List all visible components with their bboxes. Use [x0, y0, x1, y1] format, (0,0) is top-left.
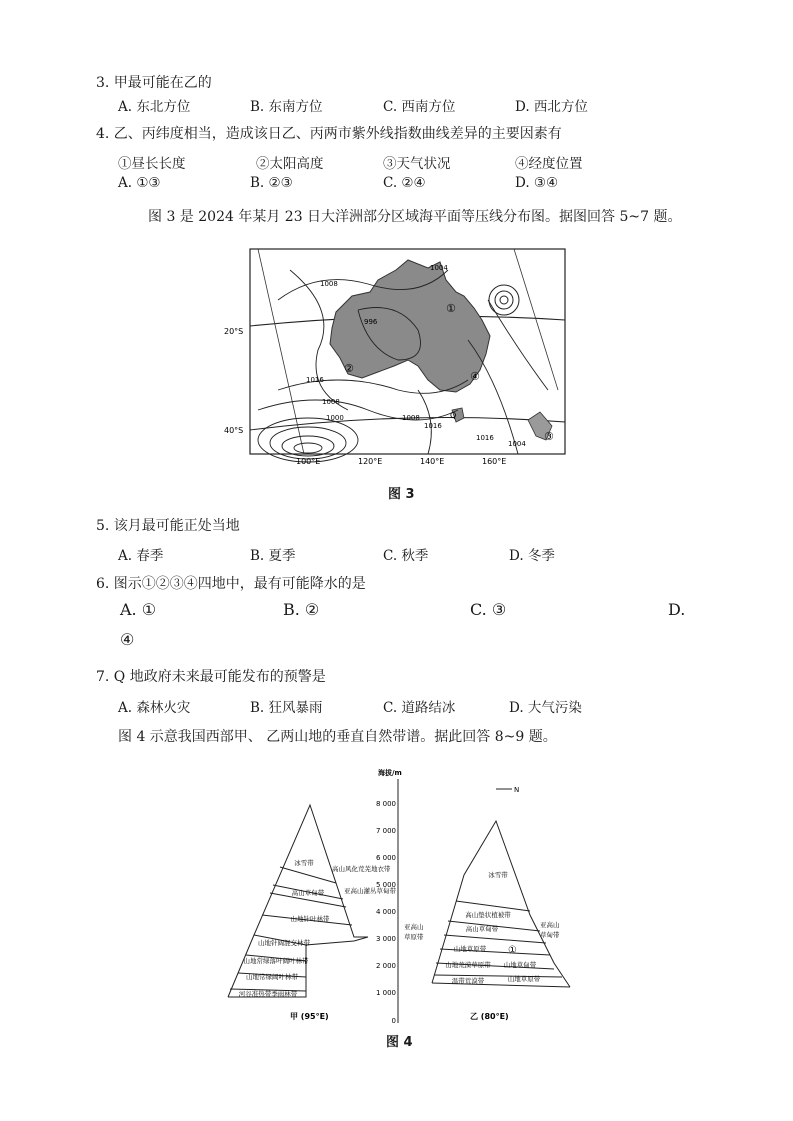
lat-label-20s: 20°S	[224, 327, 244, 336]
zone-label: 冰雪带	[488, 871, 508, 879]
isobar-label: 1000	[326, 414, 344, 422]
zone-label: 山地草原带	[453, 945, 487, 953]
isobar-label: 1004	[508, 440, 526, 448]
axis-tick: 4 000	[375, 908, 396, 916]
isobar-label: 1016	[424, 422, 442, 430]
zone-label: 山地常绿阔叶林带	[246, 973, 298, 981]
zone-label: 高山垫状植被带	[465, 911, 511, 919]
axis-tick: 0	[391, 1017, 396, 1025]
marker-1: ①	[446, 302, 456, 315]
side-label: 草原带	[404, 933, 424, 941]
side-label: 亚高山灌丛草甸带	[344, 887, 396, 895]
q5-stem: 5. 该月最可能正处当地	[96, 518, 240, 534]
lon-label-140e: 140°E	[420, 457, 445, 466]
zone-label: 河谷准热带季雨林带	[238, 990, 298, 998]
figure3-caption: 图 3	[388, 487, 415, 502]
q7-option-b[interactable]: B. 狂风暴雨	[250, 700, 323, 716]
q6-option-d-value: ④	[120, 630, 135, 649]
q7-option-c[interactable]: C. 道路结冰	[383, 700, 456, 716]
q6-option-b[interactable]: B. ②	[283, 600, 320, 619]
isobar-label: 996	[364, 318, 378, 326]
q7-option-a[interactable]: A. 森林火灾	[118, 700, 191, 716]
side-label: 亚高山	[404, 923, 424, 931]
axis-tick: 8 000	[375, 800, 396, 808]
zone-label: 高山草甸带	[291, 889, 325, 897]
q4-option-b[interactable]: B. ②③	[250, 175, 293, 191]
q5-option-c[interactable]: C. 秋季	[383, 548, 429, 564]
q-label: Q	[450, 411, 457, 420]
q6-stem: 6. 图示①②③④四地中，最有可能降水的是	[96, 576, 366, 592]
q3-option-a[interactable]: A. 东北方位	[118, 99, 191, 115]
figure4-vertical-zones	[218, 765, 588, 1055]
lon-label-100e: 100°E	[296, 457, 321, 466]
figure4-caption: 图 4	[386, 1035, 413, 1050]
isobar-label: 1016	[306, 376, 324, 384]
q4-stem: 4. 乙、丙纬度相当，造成该日乙、丙两市紫外线指数曲线差异的主要因素有	[96, 126, 562, 142]
marker-2: ②	[344, 362, 354, 375]
axis-tick: 7 000	[375, 827, 396, 835]
marker-3: ③	[544, 430, 554, 443]
zone-label: 冰雪带	[294, 859, 314, 867]
zone-label: 山地草原带	[507, 975, 541, 983]
side-label: 草甸带	[540, 931, 560, 939]
q3-option-b[interactable]: B. 东南方位	[250, 99, 323, 115]
q3-option-d[interactable]: D. 西北方位	[515, 99, 588, 115]
zone-label: 山地草甸带	[503, 961, 537, 969]
zone-label: 山地荒漠草原带	[445, 961, 491, 969]
figure3-isobar-map	[218, 240, 578, 470]
axis-tick: 2 000	[375, 962, 396, 970]
q4-option-d[interactable]: D. ③④	[515, 175, 559, 191]
figure4-intro: 图 4 示意我国西部甲、 乙两山地的垂直自然带谱。据此回答 8~9 题。	[118, 729, 557, 745]
q4-factor-3: ③天气状况	[383, 156, 451, 172]
zone-label: 高山草甸带	[465, 925, 499, 933]
axis-title: 海拔/m	[378, 769, 402, 777]
q5-option-d[interactable]: D. 冬季	[509, 548, 555, 564]
q5-option-a[interactable]: A. 春季	[118, 548, 164, 564]
zone-label: 山地针阔混交林带	[258, 939, 310, 947]
isobar-label: 1008	[320, 280, 338, 288]
q6-option-d[interactable]: D.	[668, 600, 686, 619]
axis-tick: 3 000	[375, 935, 396, 943]
mountain-label-left: 甲 (95°E)	[290, 1012, 329, 1021]
q4-option-c[interactable]: C. ②④	[383, 175, 426, 191]
side-label: 亚高山	[540, 921, 560, 929]
axis-tick: 1 000	[375, 989, 396, 997]
figure3-intro: 图 3 是 2024 年某月 23 日大洋洲部分区域海平面等压线分布图。据图回答 5~7 题。	[148, 209, 682, 225]
mountain-label-right: 乙 (80°E)	[470, 1012, 509, 1021]
zone-label: 山地常绿落叶阔叶林带	[243, 957, 309, 965]
isobar-label: 1004	[430, 264, 448, 272]
isobar-label: 1008	[322, 398, 340, 406]
q4-factor-2: ②太阳高度	[256, 156, 324, 172]
q7-stem: 7. Q 地政府未来最可能发布的预警是	[96, 669, 326, 685]
q6-option-c[interactable]: C. ③	[470, 600, 507, 619]
isobar-label: 1008	[402, 414, 420, 422]
side-label: 高山风化荒芜地衣带	[332, 865, 391, 873]
lon-label-120e: 120°E	[358, 457, 383, 466]
q3-option-c[interactable]: C. 西南方位	[383, 99, 456, 115]
q4-factor-4: ④经度位置	[515, 156, 583, 172]
axis-tick: 6 000	[375, 854, 396, 862]
q6-option-a[interactable]: A. ①	[120, 600, 157, 619]
q5-option-b[interactable]: B. 夏季	[250, 548, 296, 564]
q4-option-a[interactable]: A. ①③	[118, 175, 161, 191]
zone-label: 温带荒漠带	[451, 977, 485, 985]
axis-tick: 5 000	[375, 881, 396, 889]
north-arrow: N	[514, 786, 520, 794]
q3-stem: 3. 甲最可能在乙的	[96, 75, 212, 91]
q7-option-d[interactable]: D. 大气污染	[509, 700, 582, 716]
marker-1: ①	[508, 945, 517, 956]
q4-factor-1: ①昼长长度	[118, 156, 186, 172]
lat-label-40s: 40°S	[224, 426, 244, 435]
zone-label: 山地针叶林带	[290, 915, 330, 923]
lon-label-160e: 160°E	[482, 457, 507, 466]
isobar-label: 1016	[476, 434, 494, 442]
marker-4: ④	[470, 370, 480, 383]
